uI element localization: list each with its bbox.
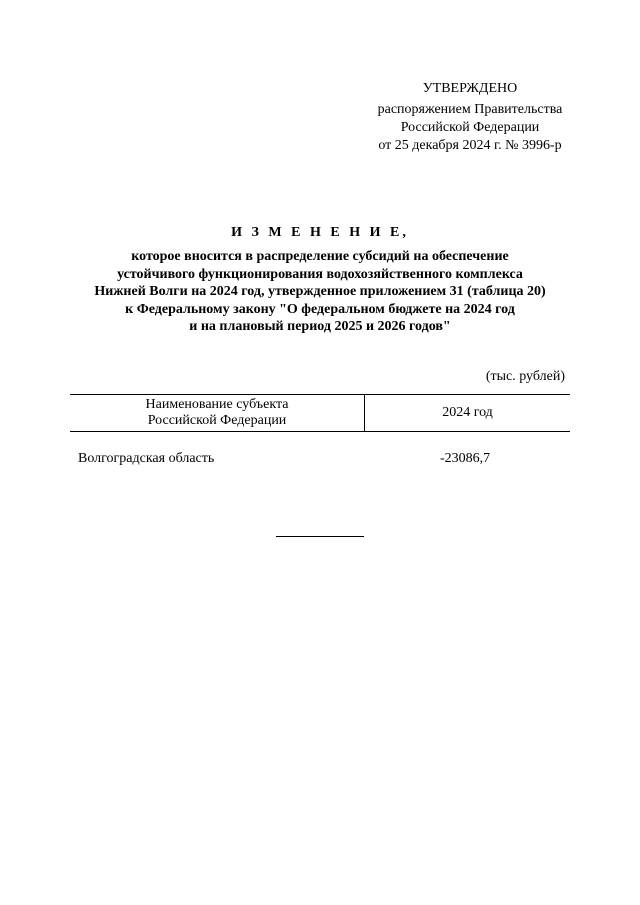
units-label: (тыс. рублей) — [485, 369, 565, 384]
subtitle-line-1: которое вносится в распределение субсидий на обеспечение — [131, 249, 509, 264]
approval-heading: УТВЕРЖДЕНО — [422, 81, 518, 96]
subtitle-line-5: и на плановый период 2025 и 2026 годов" — [189, 319, 451, 334]
approval-line-3: от 25 декабря 2024 г. № 3996-р — [378, 138, 562, 153]
closing-separator-line — [276, 536, 364, 537]
row-subject-name: Волгоградская область — [78, 451, 215, 466]
header-subject-line-1: Наименование субъекта — [145, 397, 289, 412]
subtitle-line-4: к Федеральному закону "О федеральном бюджете на 2024 год — [125, 301, 515, 317]
approval-block — [340, 80, 600, 155]
header-year: 2024 год — [442, 405, 493, 420]
header-subject-name — [70, 395, 365, 431]
approval-line-2: Российской Федерации — [400, 120, 540, 135]
document-title: И З М Е Н Е Н И Е, — [231, 225, 409, 240]
document-subtitle — [40, 248, 600, 336]
table-header — [70, 394, 570, 432]
row-value: -23086,7 — [440, 451, 491, 466]
subtitle-line-3: Нижней Волги на 2024 год, утвержденное приложением 31 (таблица 20) — [94, 284, 546, 299]
approval-line-1: распоряжением Правительства — [377, 102, 563, 117]
subtitle-line-2: устойчивого функционирования водохозяйственного комплекса — [117, 266, 523, 282]
header-subject-line-2: Российской Федерации — [147, 413, 287, 428]
